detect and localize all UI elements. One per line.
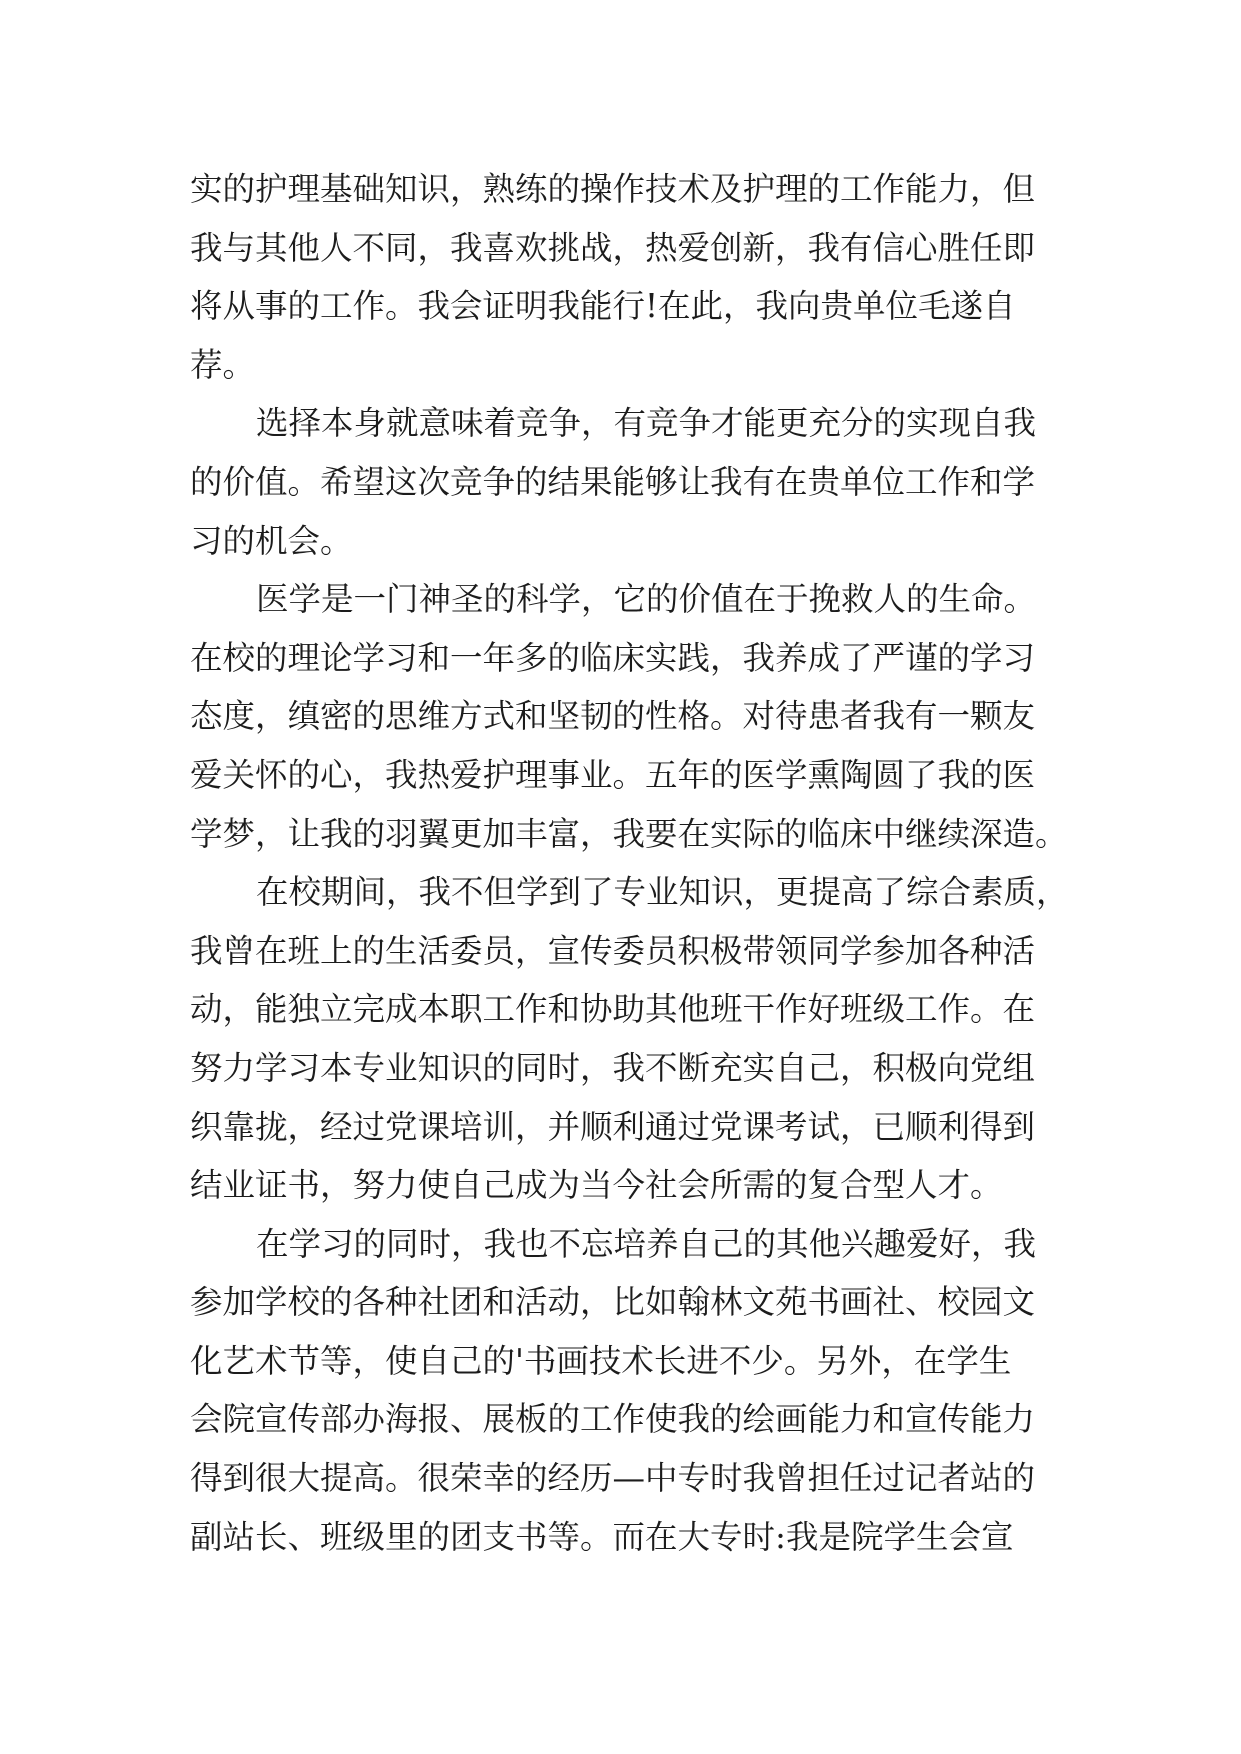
text-line: 努力学习本专业知识的同时，我不断充实自己，积极向党组 — [190, 1048, 1036, 1087]
text-line: 在校的理论学习和一年多的临床实践，我养成了严谨的学习 — [190, 638, 1036, 677]
paragraph — [190, 863, 1070, 1215]
text-line: 实的护理基础知识，熟练的操作技术及护理的工作能力，但 — [190, 170, 1036, 208]
text-line: 织靠拢，经过党课培训，并顺利通过党课考试，已顺利得到 — [190, 1107, 1036, 1146]
text-line: 将从事的工作。我会证明我能行!在此，我向贵单位毛遂自 — [190, 287, 1016, 326]
paragraph — [190, 394, 1070, 570]
text-line: 动，能独立完成本职工作和协助其他班干作好班级工作。在 — [190, 990, 1036, 1029]
text-line: 我与其他人不同，我喜欢挑战，热爱创新，我有信心胜任即 — [190, 228, 1036, 267]
text-line: 爱关怀的心，我热爱护理事业。五年的医学熏陶圆了我的医 — [190, 755, 1036, 794]
text-line: 学梦，让我的羽翼更加丰富，我要在实际的临床中继续深造。 — [190, 814, 1068, 853]
paragraph — [190, 570, 1070, 863]
text-line: 参加学校的各种社团和活动，比如翰林文苑书画社、校园文 — [190, 1283, 1036, 1322]
text-line: 得到很大提高。很荣幸的经历—中专时我曾担任过记者站的 — [190, 1459, 1036, 1498]
text-line: 选择本身就意味着竞争，有竞争才能更充分的实现自我 — [256, 404, 1037, 443]
text-line: 在学习的同时，我也不忘培养自己的其他兴趣爱好，我 — [256, 1224, 1037, 1263]
text-line: 态度，缜密的思维方式和坚韧的性格。对待患者我有一颗友 — [190, 697, 1036, 736]
paragraph — [190, 160, 1070, 394]
paragraph — [190, 1215, 1070, 1567]
text-line: 我曾在班上的生活委员，宣传委员积极带领同学参加各种活 — [190, 931, 1036, 970]
text-line: 的价值。希望这次竞争的结果能够让我有在贵单位工作和学 — [190, 462, 1036, 501]
text-line: 习的机会。 — [190, 521, 353, 560]
text-line: 荐。 — [190, 345, 256, 384]
text-line: 医学是一门神圣的科学，它的价值在于挽救人的生命。 — [256, 580, 1037, 619]
text-line: 会院宣传部办海报、展板的工作使我的绘画能力和宣传能力 — [190, 1400, 1036, 1439]
text-line: 在校期间，我不但学到了专业知识，更提高了综合素质， — [256, 873, 1069, 912]
body-text — [190, 160, 1070, 1566]
text-line: 化艺术节等，使自己的'书画技术长进不少。另外，在学生 — [190, 1341, 1012, 1380]
text-line: 结业证书，努力使自己成为当今社会所需的复合型人才。 — [190, 1166, 1003, 1205]
text-line: 副站长、班级里的团支书等。而在大专时:我是院学生会宣 — [190, 1517, 1014, 1556]
